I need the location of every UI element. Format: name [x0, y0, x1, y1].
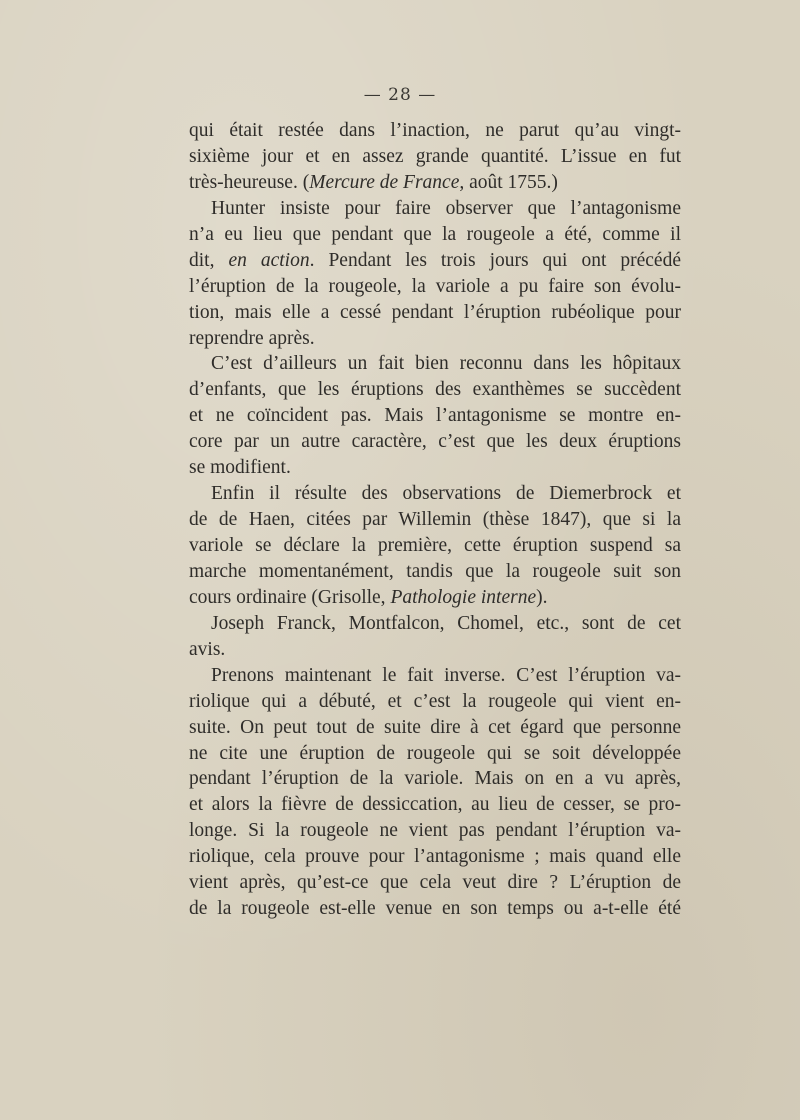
text-segment: cours ordinaire (Grisolle, [189, 586, 391, 608]
italic-citation: Mercure de France, [309, 171, 465, 193]
text-line: de de Haen, citées par Willemin (thèse 1847), que si la [189, 509, 681, 531]
text-line: et ne coïncident pas. Mais l’antagonisme se montre en- [189, 405, 681, 427]
text-line: riolique qui a débuté, et c’est la rougeole qui vient en- [189, 690, 681, 712]
text-line: se modifient. [189, 457, 291, 479]
text-line: riolique, cela prouve pour l’antagonisme ; mais quand elle [189, 846, 681, 868]
text-line: l’éruption de la rougeole, la variole a pu faire son évolu- [189, 275, 681, 297]
text-segment: . Pendant les trois jours qui ont précédé [309, 249, 681, 271]
text-line: pendant l’éruption de la variole. Mais on en a vu après, [189, 768, 681, 790]
text-line: n’a eu lieu que pendant que la rougeole a été, comme il [189, 223, 681, 245]
text-line: Joseph Franck, Montfalcon, Chomel, etc., sont de cet [211, 612, 681, 634]
body-text [189, 118, 681, 922]
text-line: sixième jour et en assez grande quantité. L’issue en fut [189, 145, 681, 167]
text-segment: août 1755.) [464, 171, 558, 193]
text-line: C’est d’ailleurs un fait bien reconnu dans les hôpitaux [211, 353, 681, 375]
text-line: variole se déclare la première, cette éruption suspend sa [189, 535, 681, 556]
italic-citation: Pathologie interne [390, 586, 537, 608]
italic-citation: en action [228, 249, 310, 271]
text-line: qui était restée dans l’inaction, ne parut qu’au vingt- [189, 120, 681, 141]
text-line: marche momentanément, tandis que la rougeole suit son [189, 560, 681, 582]
text-line: de la rougeole est-elle venue en son temps ou a-t-elle été [189, 898, 681, 920]
text-line: et alors la fièvre de dessiccation, au lieu de cesser, se pro- [189, 794, 681, 816]
text-line: ne cite une éruption de rougeole qui se soit développée [189, 742, 681, 764]
text-segment: ). [536, 586, 548, 608]
text-line: vient après, qu’est-ce que cela veut dire ? L’éruption de [189, 872, 681, 894]
text-line: longe. Si la rougeole ne vient pas pendant l’éruption va- [189, 820, 681, 842]
text-line: suite. On peut tout de suite dire à cet égard que personne [189, 716, 681, 738]
text-line: core par un autre caractère, c’est que les deux éruptions [189, 431, 681, 453]
text-line [189, 170, 681, 196]
text-line: tion, mais elle a cessé pendant l’éruption rubéolique pour [189, 301, 681, 323]
page-number: — 28 — [363, 85, 437, 105]
text-line: avis. [189, 638, 226, 660]
text-line: reprendre après. [189, 327, 315, 349]
text-segment: très-heureuse. ( [189, 171, 310, 193]
text-line: d’enfants, que les éruptions des exanthèmes se succèdent [189, 379, 681, 401]
text-line [189, 585, 681, 611]
text-line: Prenons maintenant le fait inverse. C’est l’éruption va- [211, 664, 681, 686]
text-line: Enfin il résulte des observations de Diemerbrock et [211, 483, 681, 505]
text-line: Hunter insiste pour faire observer que l’antagonisme [211, 197, 681, 219]
text-line [189, 248, 681, 274]
text-segment: dit, [189, 249, 229, 271]
